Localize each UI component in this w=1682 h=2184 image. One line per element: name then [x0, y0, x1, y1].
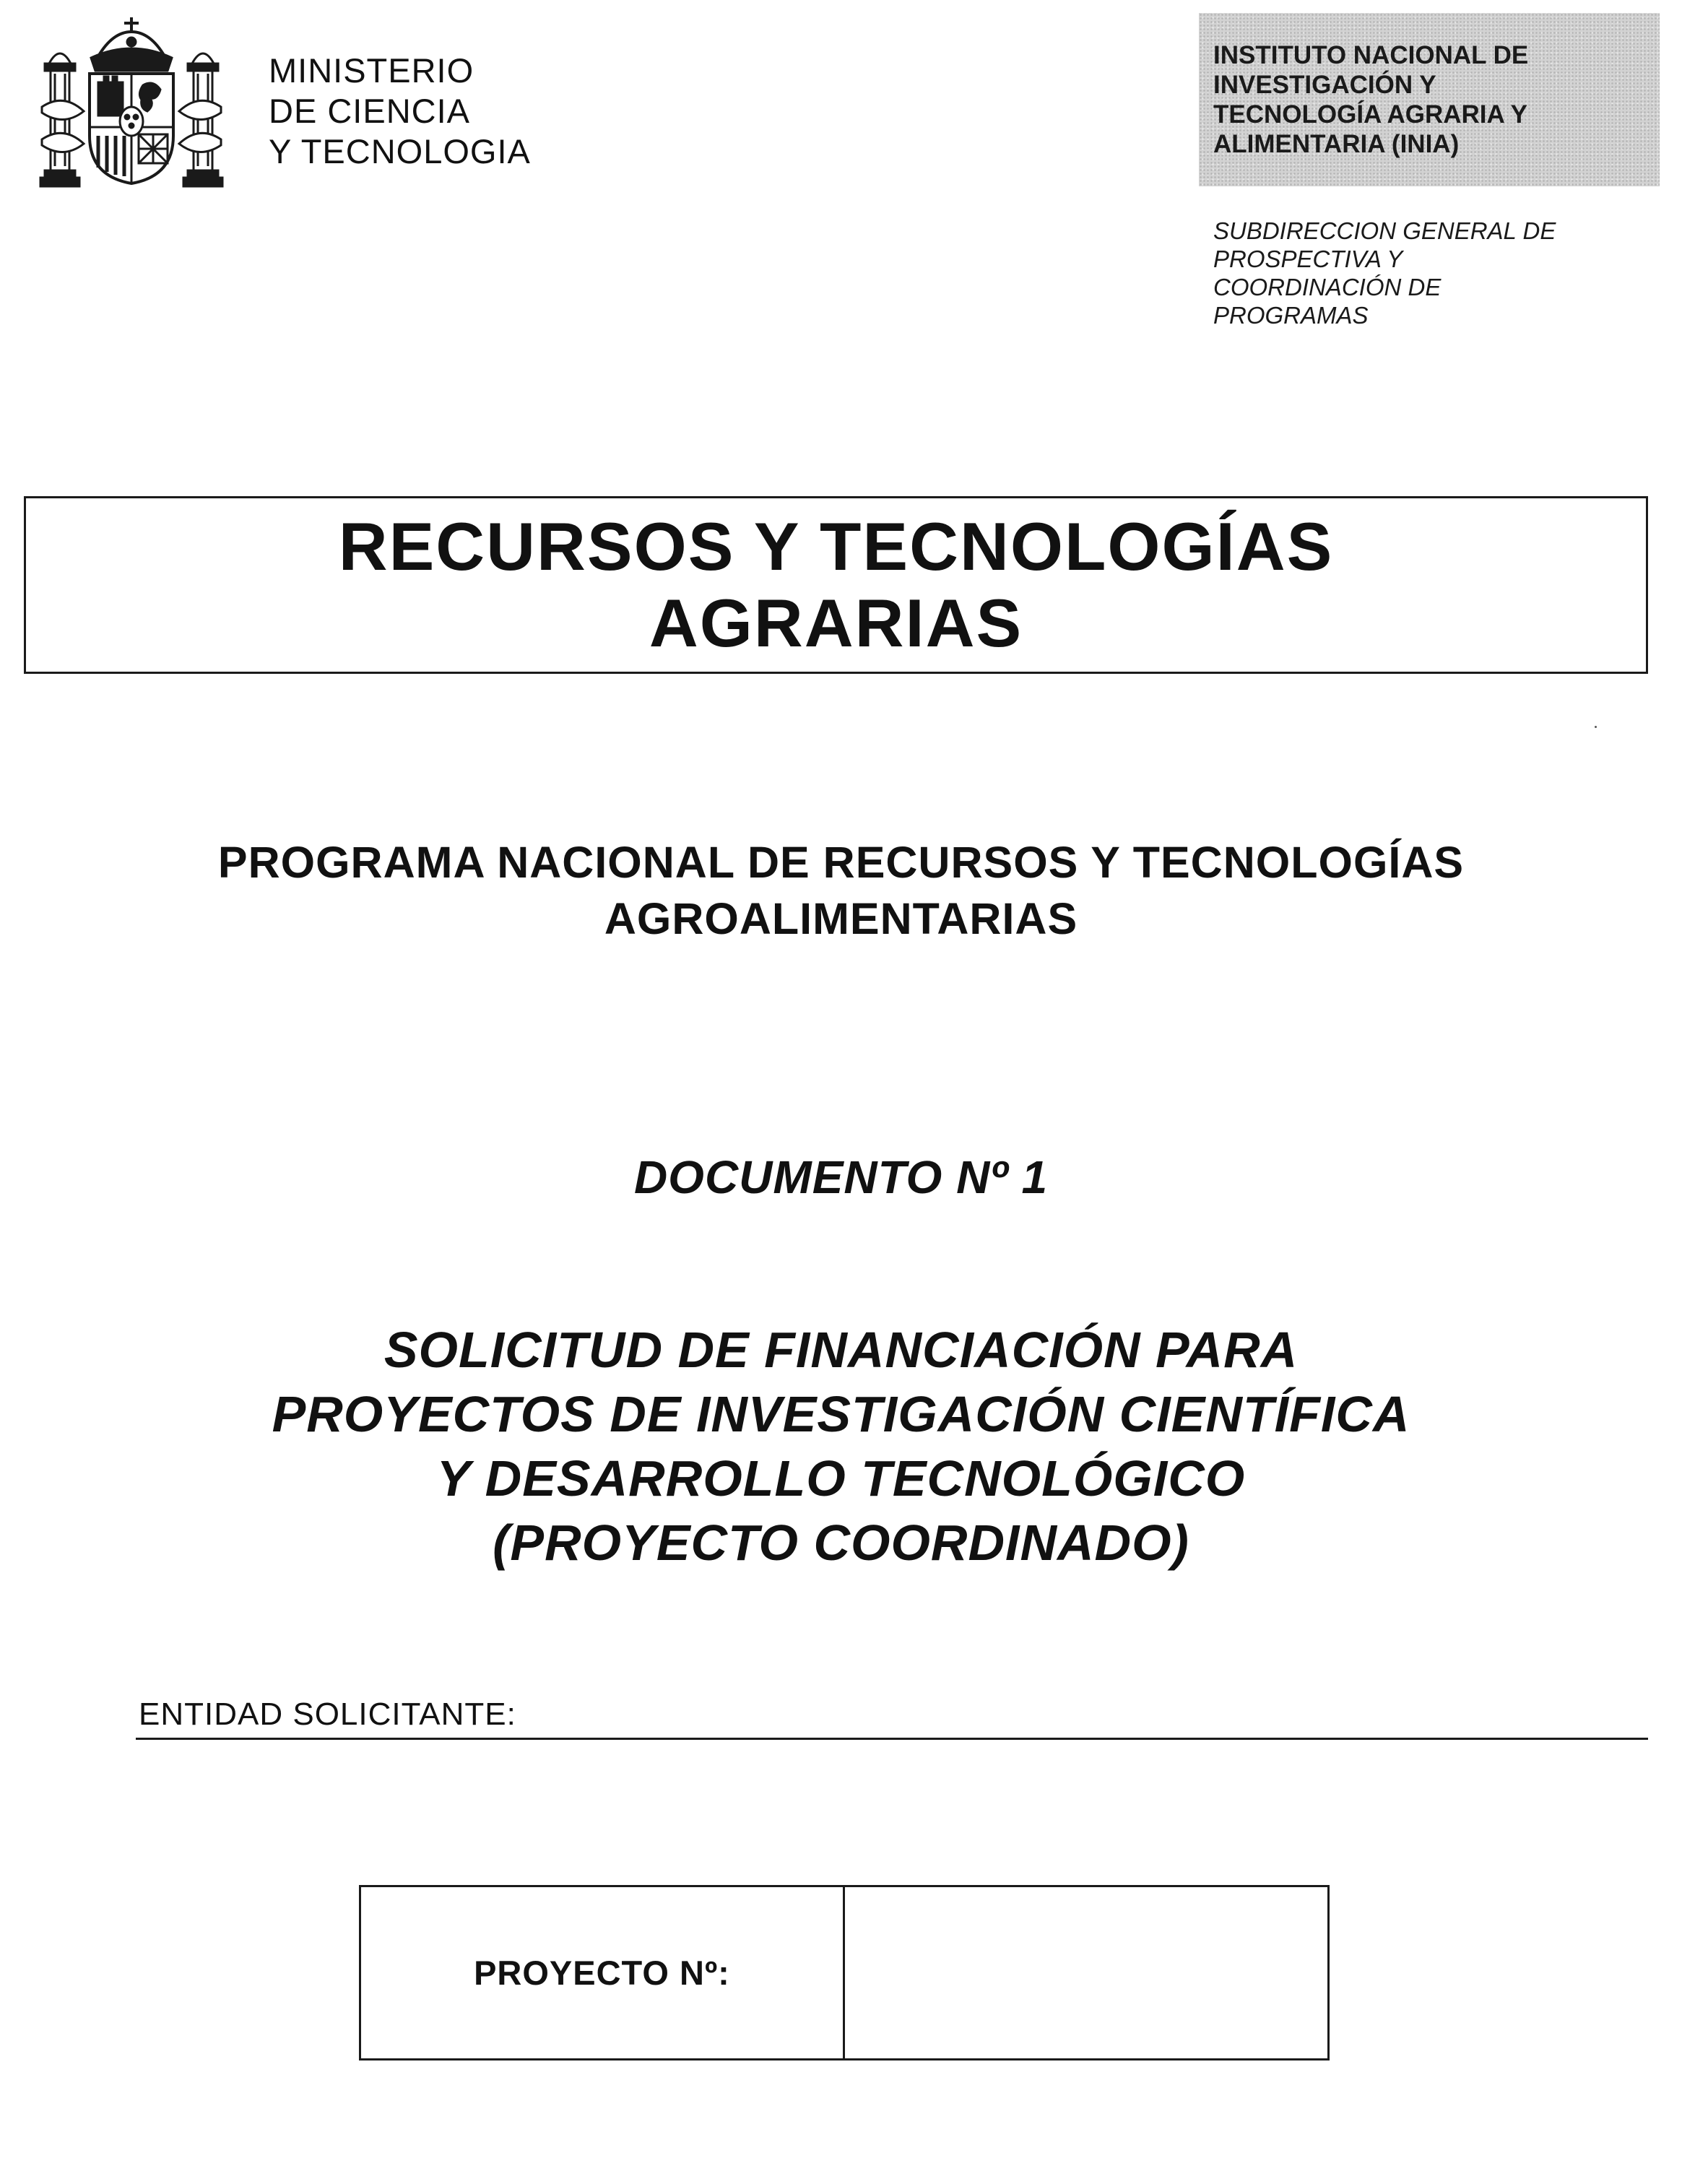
programa-title — [0, 834, 1682, 947]
solicitud-line: (PROYECTO COORDINADO) — [493, 1514, 1189, 1571]
solicitud-line: Y DESARROLLO TECNOLÓGICO — [436, 1450, 1246, 1507]
programa-line: PROGRAMA NACIONAL DE RECURSOS Y TECNOLOGÍAS — [217, 838, 1465, 887]
subdireccion-line: PROGRAMAS — [1213, 302, 1369, 329]
main-title-line: AGRARIAS — [649, 585, 1023, 661]
ministry-line: DE CIENCIA — [269, 92, 470, 130]
spanish-coat-of-arms-icon — [38, 13, 225, 190]
proyecto-number-table — [359, 1885, 1330, 2060]
institute-line: INSTITUTO NACIONAL DE — [1213, 41, 1529, 69]
main-title-box — [24, 496, 1648, 674]
institute-line: INVESTIGACIÓN Y — [1213, 71, 1436, 99]
documento-number: DOCUMENTO Nº 1 — [633, 1151, 1049, 1203]
programa-line: AGROALIMENTARIAS — [604, 894, 1078, 943]
institute-box — [1199, 13, 1660, 186]
ministry-name — [269, 51, 531, 172]
ministry-line: Y TECNOLOGIA — [269, 132, 531, 170]
subdireccion-line: COORDINACIÓN DE — [1213, 274, 1442, 300]
institute-line: ALIMENTARIA (INIA) — [1213, 130, 1460, 158]
subdireccion-line: SUBDIRECCION GENERAL DE — [1213, 217, 1556, 244]
solicitud-line: SOLICITUD DE FINANCIACIÓN PARA — [383, 1322, 1299, 1378]
subdireccion-name — [1213, 217, 1556, 329]
ministry-line: MINISTERIO — [269, 51, 474, 90]
proyecto-number-label: PROYECTO Nº: — [360, 1886, 844, 2060]
subdireccion-line: PROSPECTIVA Y — [1213, 246, 1403, 272]
entidad-solicitante-label: ENTIDAD SOLICITANTE: — [139, 1696, 516, 1732]
proyecto-number-field[interactable] — [844, 1886, 1328, 2060]
solicitud-title — [0, 1318, 1682, 1575]
main-title-line: RECURSOS Y TECNOLOGÍAS — [338, 508, 1334, 584]
entidad-solicitante-field[interactable] — [136, 1738, 1648, 1740]
institute-line: TECNOLOGÍA AGRARIA Y — [1213, 100, 1527, 129]
scan-speck — [1595, 726, 1597, 728]
solicitud-line: PROYECTOS DE INVESTIGACIÓN CIENTÍFICA — [272, 1386, 1410, 1442]
